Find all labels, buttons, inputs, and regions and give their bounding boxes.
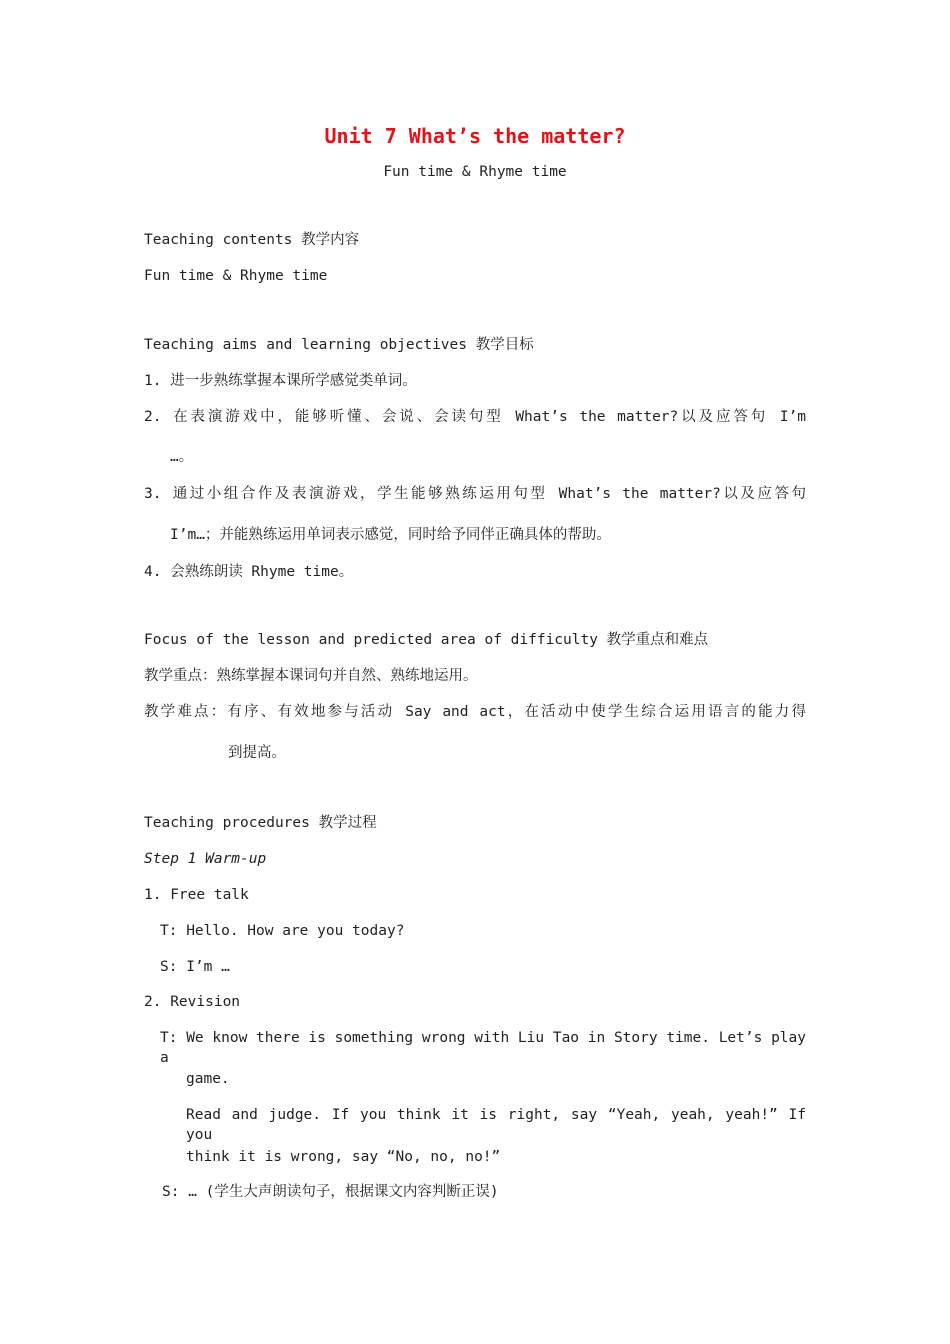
aim-item-2-line-1: 2. 在表演游戏中，能够听懂、会说、会读句型 What’s the matter?以及应答句 I’m bbox=[144, 409, 806, 425]
contents-heading: Teaching contents 教学内容 bbox=[144, 232, 360, 248]
focus-heading: Focus of the lesson and predicted area of difficulty 教学重点和难点 bbox=[144, 632, 709, 648]
aim-item-3-line-2: I’m…；并能熟练运用单词表示感觉，同时给予同伴正确具体的帮助。 bbox=[170, 527, 611, 543]
student-line-2: S: … (学生大声朗读句子，根据课文内容判断正误) bbox=[162, 1184, 499, 1200]
aim-item-1: 1. 进一步熟练掌握本课所学感觉类单词。 bbox=[144, 373, 417, 389]
page-subtitle: Fun time & Rhyme time bbox=[383, 164, 567, 180]
teacher-line-2-a: T: We know there is something wrong with Liu Tao in Story time. Let’s play a bbox=[160, 1030, 807, 1066]
aim-item-4: 4. 会熟练朗读 Rhyme time。 bbox=[144, 564, 354, 580]
teacher-line-2-d: think it is wrong, say “No, no, no!” bbox=[186, 1149, 501, 1165]
procedures-heading: Teaching procedures 教学过程 bbox=[144, 815, 377, 831]
teacher-line-2-c: Read and judge. If you think it is right, say “Yeah, yeah, yeah!” If you bbox=[186, 1107, 806, 1143]
contents-text: Fun time & Rhyme time bbox=[144, 268, 328, 284]
page-title: Unit 7 What’s the matter? bbox=[324, 124, 626, 148]
step-1-heading: Step 1 Warm-up bbox=[144, 851, 267, 867]
focus-key-point: 教学重点：熟练掌握本课词句并自然、熟练地运用。 bbox=[144, 668, 478, 684]
aims-heading: Teaching aims and learning objectives 教学目标 bbox=[144, 337, 534, 353]
teacher-line-1: T: Hello. How are you today? bbox=[160, 923, 405, 939]
revision-label: 2. Revision bbox=[144, 994, 241, 1010]
student-line-1: S: I’m … bbox=[160, 959, 230, 975]
teacher-line-2-b: game. bbox=[186, 1071, 230, 1087]
aim-item-3-line-1: 3. 通过小组合作及表演游戏，学生能够熟练运用句型 What’s the matter?以及应答句 bbox=[144, 486, 806, 502]
aim-item-2-line-2: …。 bbox=[170, 449, 194, 465]
focus-difficulty-line-2: 到提高。 bbox=[228, 745, 286, 761]
focus-difficulty-line-1: 教学难点：有序、有效地参与活动 Say and act，在活动中使学生综合运用语言的能力得 bbox=[144, 704, 806, 720]
free-talk-label: 1. Free talk bbox=[144, 887, 249, 903]
